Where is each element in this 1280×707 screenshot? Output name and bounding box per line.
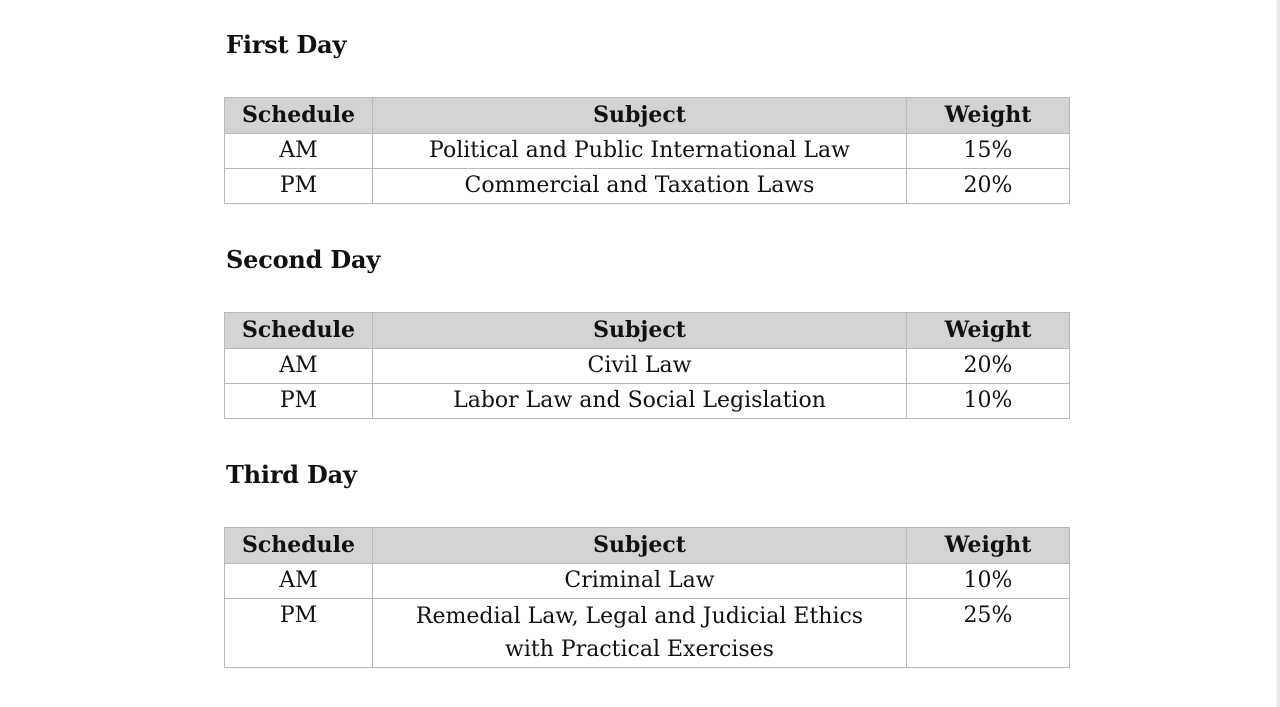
weight-cell: 15% <box>907 134 1070 169</box>
weight-cell: 20% <box>907 349 1070 384</box>
schedule-cell: PM <box>225 169 373 204</box>
subject-header: Subject <box>373 313 907 349</box>
weight-header: Weight <box>907 313 1070 349</box>
page-edge-shadow <box>1276 0 1280 707</box>
third-day-section <box>224 458 1069 668</box>
weight-cell: 10% <box>907 564 1070 599</box>
table-row <box>225 384 1070 419</box>
table-row <box>225 349 1070 384</box>
schedule-table <box>224 312 1070 419</box>
schedule-cell: AM <box>225 349 373 384</box>
schedule-cell: PM <box>225 599 373 668</box>
schedule-header: Schedule <box>225 98 373 134</box>
table-row <box>225 599 1070 668</box>
subject-header: Subject <box>373 528 907 564</box>
second-day-section <box>224 243 1069 419</box>
table-row <box>225 169 1070 204</box>
weight-cell: 25% <box>907 599 1070 668</box>
schedule-table <box>224 527 1070 668</box>
table-header-row <box>225 98 1070 134</box>
schedule-cell: AM <box>225 564 373 599</box>
weight-header: Weight <box>907 528 1070 564</box>
schedule-cell: AM <box>225 134 373 169</box>
subject-cell: Civil Law <box>373 349 907 384</box>
day-title: Third Day <box>226 460 357 489</box>
weight-header: Weight <box>907 98 1070 134</box>
subject-line: with Practical Exercises <box>505 637 774 662</box>
first-day-section <box>224 28 1069 204</box>
subject-cell: Labor Law and Social Legislation <box>373 384 907 419</box>
subject-cell: Commercial and Taxation Laws <box>373 169 907 204</box>
day-title: Second Day <box>226 245 381 274</box>
table-header-row <box>225 313 1070 349</box>
schedule-header: Schedule <box>225 528 373 564</box>
subject-line: Remedial Law, Legal and Judicial Ethics <box>415 604 864 629</box>
table-row <box>225 564 1070 599</box>
table-header-row <box>225 528 1070 564</box>
subject-header: Subject <box>373 98 907 134</box>
subject-cell <box>373 599 907 668</box>
weight-cell: 10% <box>907 384 1070 419</box>
table-row <box>225 134 1070 169</box>
schedule-cell: PM <box>225 384 373 419</box>
day-title: First Day <box>226 30 347 59</box>
subject-cell: Political and Public International Law <box>373 134 907 169</box>
schedule-table <box>224 97 1070 204</box>
subject-cell: Criminal Law <box>373 564 907 599</box>
schedule-header: Schedule <box>225 313 373 349</box>
weight-cell: 20% <box>907 169 1070 204</box>
